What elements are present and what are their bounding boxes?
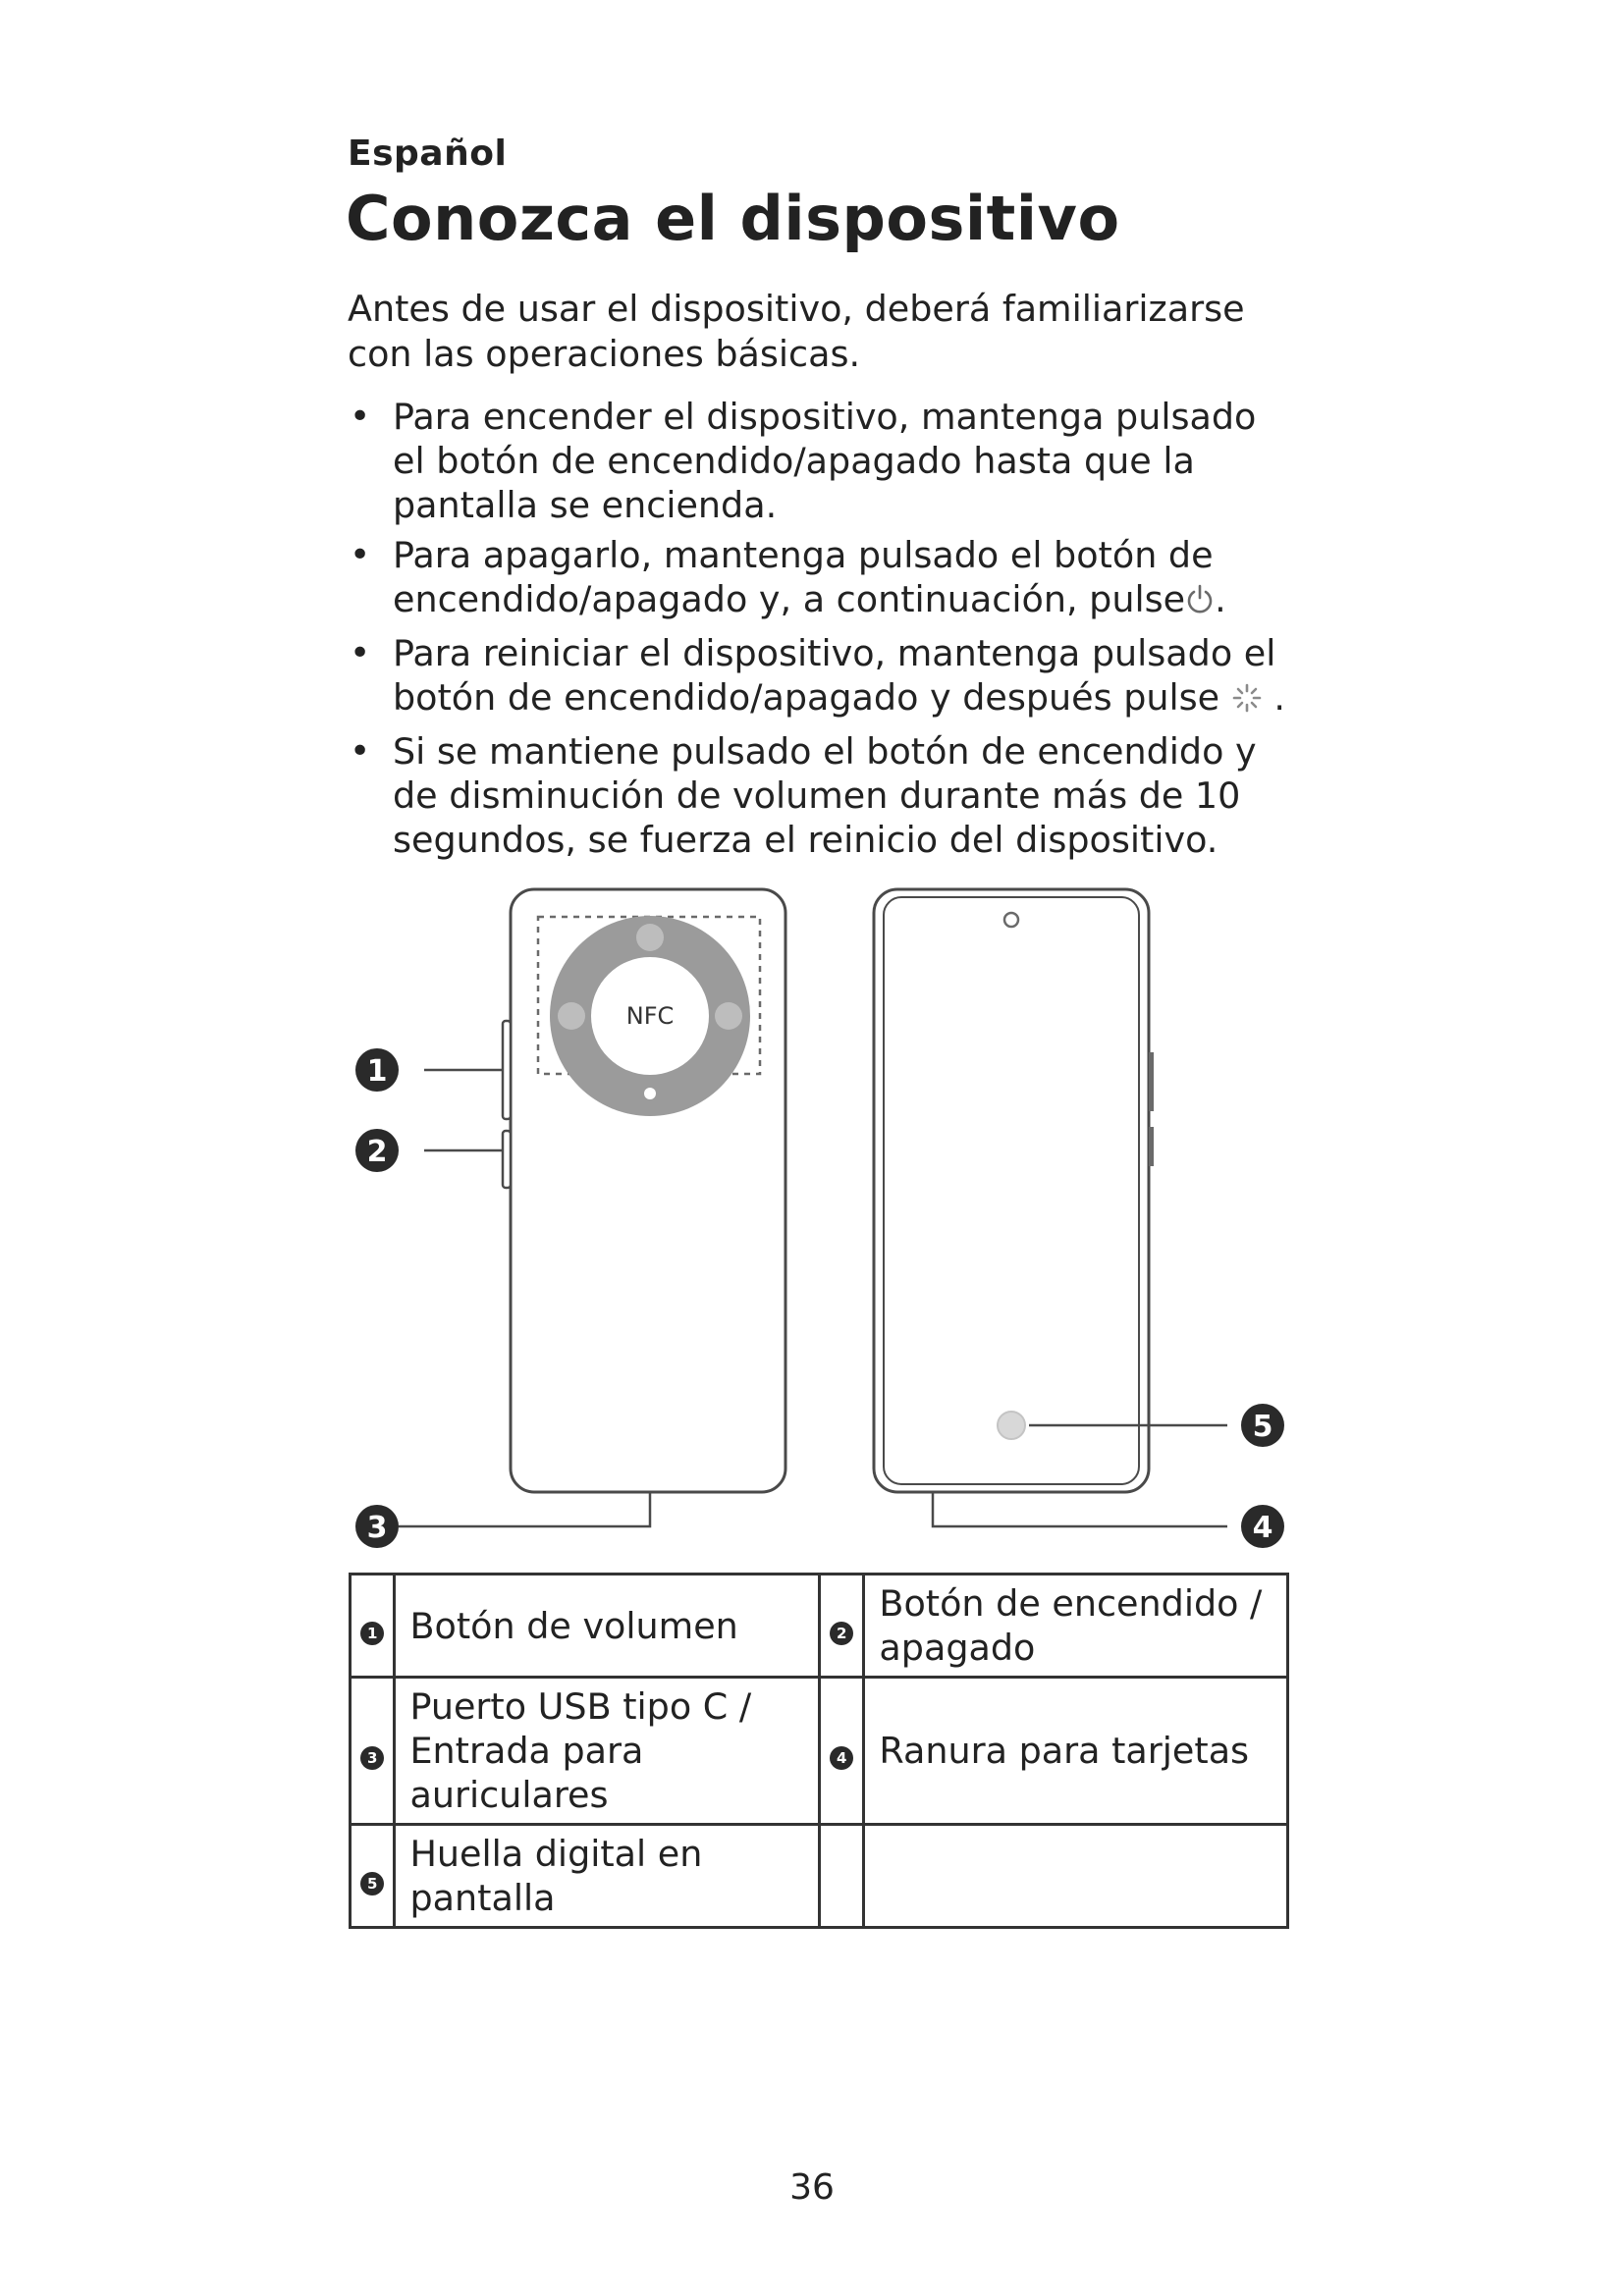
table-cell-label: Huella digital en pantalla xyxy=(395,1825,819,1928)
table-cell-number xyxy=(819,1678,863,1825)
camera-lens-icon xyxy=(715,1002,742,1030)
table-cell-number xyxy=(351,1575,395,1678)
table-cell-number xyxy=(351,1825,395,1928)
number-badge: 1 xyxy=(360,1622,384,1645)
flash-icon xyxy=(644,1088,656,1099)
bullet-suffix: . xyxy=(1215,578,1226,620)
bullet-text: Para reiniciar el dispositivo, mantenga pulsado el botón de encendido/apagado y después pulse xyxy=(393,632,1276,719)
callout-badge-2 xyxy=(355,1129,399,1172)
fingerprint-icon xyxy=(998,1412,1025,1439)
side-key-shape xyxy=(1149,1052,1154,1111)
language-heading: Español xyxy=(348,133,508,174)
callout-badge-4 xyxy=(1241,1505,1284,1548)
bullet-dot: • xyxy=(350,535,371,575)
svg-text:1: 1 xyxy=(366,1054,388,1089)
bullet-text: Si se mantiene pulsado el botón de encendido y de disminución de volumen durante más de 10 segundos, se fuerza el reinicio del dispositivo. xyxy=(393,730,1257,861)
svg-text:3: 3 xyxy=(366,1511,388,1545)
phone-front-outline xyxy=(874,889,1149,1492)
table-row xyxy=(351,1678,1288,1825)
bullet-dot: • xyxy=(350,633,371,673)
page-number: 36 xyxy=(789,2167,835,2208)
bullet-text: Para apagarlo, mantenga pulsado el botón de encendido/apagado y, a continuación, pulse xyxy=(393,534,1214,620)
camera-lens-icon xyxy=(636,924,664,951)
callout-badge-1 xyxy=(355,1048,399,1092)
table-cell-label: Botón de encendido / apagado xyxy=(864,1575,1288,1678)
table-cell-label: Ranura para tarjetas xyxy=(864,1678,1288,1825)
svg-text:2: 2 xyxy=(366,1135,388,1169)
table-cell-label: Puerto USB tipo C / Entrada para auriculares xyxy=(395,1678,819,1825)
table-cell-label: Botón de volumen xyxy=(395,1575,819,1678)
nfc-label: NFC xyxy=(625,1002,675,1030)
number-badge: 2 xyxy=(830,1622,853,1645)
table-cell-empty xyxy=(864,1825,1288,1928)
table-row xyxy=(351,1575,1288,1678)
table-row xyxy=(351,1825,1288,1928)
bullet-dot: • xyxy=(350,731,371,772)
table-cell-number xyxy=(819,1575,863,1678)
bullet-suffix: . xyxy=(1273,676,1285,719)
volume-button-shape xyxy=(503,1021,511,1119)
callout-badge-5 xyxy=(1241,1404,1284,1447)
number-badge: 4 xyxy=(830,1746,853,1770)
bullet-text: Para encender el dispositivo, mantenga pulsado el botón de encendido/apagado hasta que la pantalla se encienda. xyxy=(393,396,1257,526)
parts-table xyxy=(349,1573,1289,1929)
number-badge: 3 xyxy=(360,1746,384,1770)
table-cell-number xyxy=(351,1678,395,1825)
intro-paragraph: Antes de usar el dispositivo, deberá familiarizarse con las operaciones básicas. xyxy=(348,288,1245,375)
camera-lens-icon xyxy=(558,1002,585,1030)
table-cell-number-empty xyxy=(819,1825,863,1928)
page-title: Conozca el dispositivo xyxy=(346,183,1120,254)
bullet-dot: • xyxy=(350,397,371,437)
callout-line-4 xyxy=(933,1492,1227,1526)
side-key-shape xyxy=(1149,1127,1154,1166)
callout-badge-3 xyxy=(355,1505,399,1548)
callout-line-3 xyxy=(399,1492,650,1526)
svg-text:5: 5 xyxy=(1252,1410,1273,1444)
svg-text:4: 4 xyxy=(1252,1511,1273,1545)
number-badge: 5 xyxy=(360,1872,384,1896)
power-button-shape xyxy=(503,1131,511,1188)
